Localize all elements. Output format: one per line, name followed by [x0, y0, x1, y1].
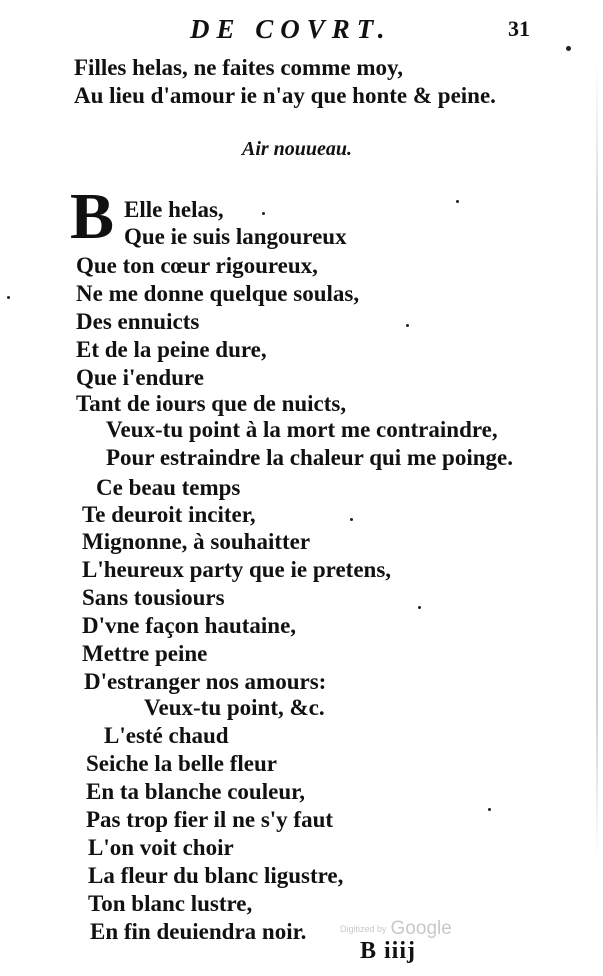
- verse-line: Veux-tu point, &c.: [144, 695, 325, 720]
- ink-speck: [7, 296, 10, 299]
- page-edge-shadow: [596, 60, 598, 860]
- verse-line: Mettre peine: [82, 641, 208, 666]
- watermark-logo: Google: [390, 918, 452, 939]
- page-number: 31: [508, 16, 530, 41]
- signature-mark: B iiij: [360, 938, 417, 964]
- verse-line: Ce beau temps: [96, 475, 241, 500]
- verse-line: Ton blanc lustre,: [88, 891, 253, 916]
- ink-speck: [406, 324, 409, 327]
- ink-speck: [566, 46, 571, 51]
- verse-line: La fleur du blanc ligustre,: [88, 863, 344, 888]
- verse-line: L'on voit choir: [88, 835, 234, 860]
- opening-line: Au lieu d'amour ie n'ay que honte & peine.: [74, 83, 496, 108]
- opening-line: Filles helas, ne faites comme moy,: [74, 55, 403, 80]
- ink-speck: [350, 518, 353, 521]
- verse-line: Que ie suis langoureux: [124, 224, 347, 249]
- verse-line: Te deuroit inciter,: [82, 502, 256, 527]
- verse-line: Veux-tu point à la mort me contraindre,: [106, 417, 498, 442]
- verse-line: L'esté chaud: [104, 723, 229, 748]
- verse-line: En fin deuiendra noir.: [90, 919, 307, 944]
- digitization-watermark: [340, 918, 452, 940]
- verse-line: D'vne façon hautaine,: [82, 613, 297, 638]
- ink-speck: [488, 808, 491, 811]
- verse-line: En ta blanche couleur,: [86, 779, 305, 804]
- verse-line: Mignonne, à souhaitter: [82, 529, 311, 554]
- ink-speck: [262, 212, 265, 215]
- running-head: DE COVRT.: [190, 14, 392, 44]
- verse-line: Ne me donne quelque soulas,: [76, 281, 360, 306]
- verse-line: D'estranger nos amours:: [84, 669, 327, 694]
- verse-line: Que i'endure: [76, 365, 205, 390]
- verse-line: Seiche la belle fleur: [86, 751, 277, 776]
- watermark-caption: Digitized by: [340, 923, 387, 934]
- verse-line: Et de la peine dure,: [76, 337, 267, 362]
- song-title: Air nouueau.: [242, 138, 353, 160]
- ink-speck: [456, 200, 459, 203]
- ink-speck: [418, 606, 421, 609]
- verse-line: Sans tousiours: [82, 585, 225, 610]
- verse-line: Des ennuicts: [76, 309, 200, 334]
- verse-line: Tant de iours que de nuicts,: [76, 391, 347, 416]
- verse-line: L'heureux party que ie pretens,: [82, 557, 392, 582]
- verse-line: Pour estraindre la chaleur qui me poinge.: [106, 445, 513, 470]
- drop-cap-initial: B: [70, 180, 115, 253]
- verse-line: Elle helas,: [124, 197, 224, 222]
- verse-line: Pas trop fier il ne s'y faut: [86, 807, 334, 832]
- verse-line: Que ton cœur rigoureux,: [76, 253, 318, 278]
